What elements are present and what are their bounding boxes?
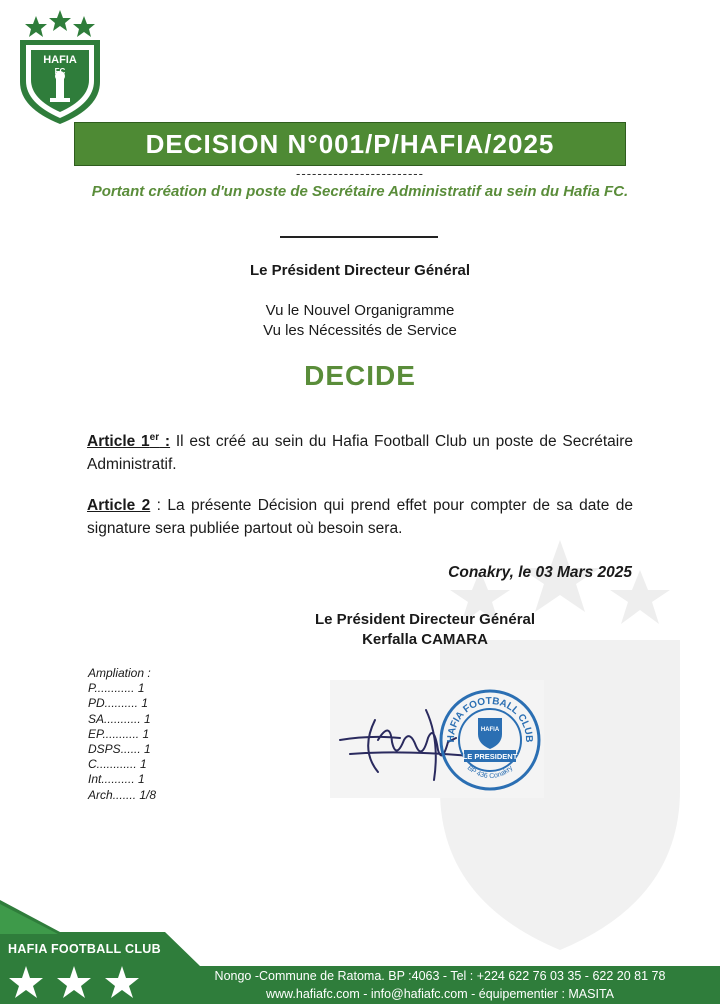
ampliation-list [88,666,156,803]
footer-club-name: HAFIA FOOTBALL CLUB [8,942,161,956]
article-2-label: Article 2 [87,497,151,514]
stamp-badge-text: HAFIA [480,727,500,733]
article-2-text: : La présente Décision qui prend effet pour compter de sa date de signature sera publiée partout où besoin sera. [87,497,633,537]
stamp-bottom-text: BP 436 Conakry [465,764,515,781]
decision-title: DECISION N°001/P/HAFIA/2025 [145,128,555,159]
stamp-ring-text: HAFIA FOOTBALL CLUB [445,695,535,743]
hafia-fc-logo [14,8,106,126]
signature-stamp-area [330,680,544,798]
ampliation-row: PD.......... 1 [88,696,149,711]
ampliation-row: SA........... 1 [88,711,151,726]
ampliation-row: Arch....... 1/8 [88,787,157,802]
stamp-center-text: LE PRESIDENT [462,752,518,761]
title-separator-dashes: ------------------------ [296,166,424,181]
subtitle-divider [280,236,438,238]
club-stamp-icon [438,688,542,792]
signatory-title: Le Président Directeur Général [314,611,536,628]
article-1-sup: er [149,432,160,443]
ampliation-heading: Ampliation : [88,666,151,680]
date-line: Conakry, le 03 Mars 2025 [448,564,632,581]
logo-text-top: HAFIA [43,54,77,66]
decide-heading: DECIDE [304,360,416,391]
consideration-1: Vu le Nouvel Organigramme [265,302,455,319]
article-2 [87,494,633,540]
logo-text-bottom: FC [54,67,66,76]
footer-contact: www.hafiafc.com - info@hafiafc.com - équipementier : MASITA [266,987,614,1001]
footer-address: Nongo -Commune de Ratoma. BP :4063 - Tel : +224 622 76 03 35 - 622 20 81 78 [214,969,666,983]
consideration-2: Vu les Nécessités de Service [263,322,457,339]
article-1-text: Il est créé au sein du Hafia Football Club un poste de Secrétaire Administratif. [87,433,634,474]
decision-subtitle: Portant création d'un poste de Secrétaire Administratif au sein du Hafia FC. [91,183,629,200]
signatory-name: Kerfalla CAMARA [362,631,488,648]
article-1-label: Article 1er : [87,432,171,451]
decision-title-banner [74,122,626,166]
article-1 [87,426,633,476]
ampliation-row: P............ 1 [88,681,145,696]
ampliation-row: EP........... 1 [88,726,150,741]
ampliation-row: DSPS...... 1 [88,742,151,757]
authority-heading: Le Président Directeur Général [249,262,471,279]
ampliation-row: C............ 1 [88,757,147,772]
ampliation-row: Int.......... 1 [88,772,145,787]
